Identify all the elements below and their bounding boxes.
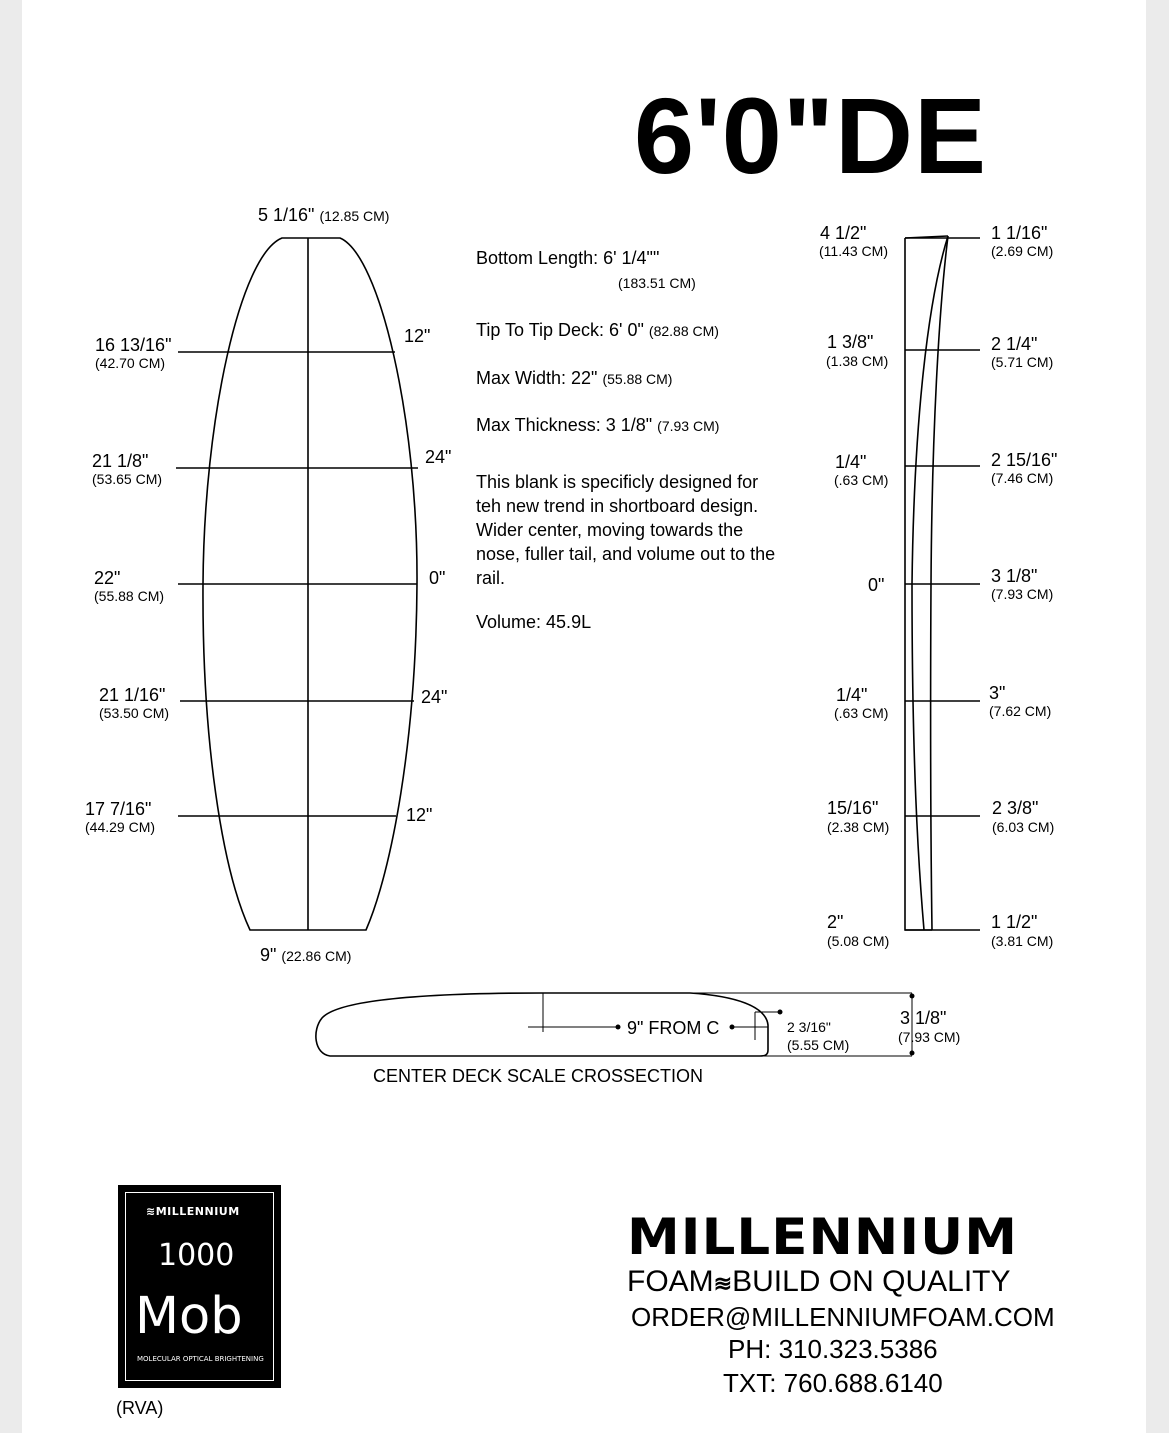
mob-badge [118, 1185, 281, 1388]
rail-cm-label: (5.55 CM) [787, 1037, 850, 1053]
rocker-right-7-cm: (3.81 CM) [991, 933, 1054, 949]
station-1-distance: 12" [404, 326, 431, 346]
rocker-left-1: 4 1/2" [820, 223, 867, 243]
rocker-left-2: 1 3/8" [827, 332, 874, 352]
mob-name: Mob [135, 1287, 243, 1346]
footer-phone[interactable]: PH: 310.323.5386 [728, 1334, 938, 1364]
volume: Volume: 45.9L [476, 612, 592, 632]
bottom-length-cm: (183.51 CM) [618, 275, 696, 291]
board-model-title: 6'0"DE [634, 75, 988, 196]
rocker-right-6: 2 3/8" [992, 798, 1039, 818]
rocker-deck-curve [931, 236, 948, 930]
rocker-left-3-cm: (.63 CM) [834, 472, 889, 488]
max-thickness: Max Thickness: 3 1/8" (7.93 CM) [476, 415, 720, 435]
mob-number: 1000 [158, 1238, 235, 1273]
station-1-width: 16 13/16" [95, 335, 172, 355]
mob-brand: ≋MILLENNIUM [146, 1205, 240, 1218]
outline-drawing [176, 238, 418, 930]
crossection-caption: CENTER DECK SCALE CROSSECTION [373, 1066, 704, 1086]
rocker-right-5: 3" [989, 683, 1006, 703]
rocker-left-1-cm: (11.43 CM) [819, 243, 888, 259]
tail-width-label: 9" (22.86 CM) [260, 945, 352, 965]
footer-brand: MILLENNIUM [627, 1208, 1019, 1266]
rocker-left-7: 2" [827, 912, 844, 932]
rocker-left-6: 15/16" [827, 798, 879, 818]
rail-label: 2 3/16" [787, 1019, 831, 1035]
footer-text[interactable]: TXT: 760.688.6140 [723, 1368, 943, 1398]
station-4-width: 21 1/16" [99, 685, 166, 705]
rocker-right-3: 2 15/16" [991, 450, 1058, 470]
blank-description: This blank is specificly designed for teh new trend in shortboard design. Wider center, moving towards the nose, fuller tail, and volume out to the rail. [476, 472, 776, 588]
station-5-width: 17 7/16" [85, 799, 152, 819]
station-3-width: 22" [94, 568, 121, 588]
mob-subtitle: MOLECULAR OPTICAL BRIGHTENING [137, 1355, 264, 1363]
rocker-left-6-cm: (2.38 CM) [827, 819, 890, 835]
station-2-width: 21 1/8" [92, 451, 149, 471]
rocker-left-2-cm: (1.38 CM) [826, 353, 889, 369]
rocker-right-3-cm: (7.46 CM) [991, 470, 1054, 486]
rocker-right-6-cm: (6.03 CM) [992, 819, 1055, 835]
tip-to-tip: Tip To Tip Deck: 6' 0" (82.88 CM) [476, 320, 719, 340]
station-2-distance: 24" [425, 447, 452, 467]
rocker-left-3: 1/4" [835, 452, 867, 472]
rocker-right-4: 3 1/8" [991, 566, 1038, 586]
bottom-length: Bottom Length: 6' 1/4"" [476, 248, 660, 268]
max-width: Max Width: 22" (55.88 CM) [476, 368, 673, 388]
rocker-right-2-cm: (5.71 CM) [991, 354, 1054, 370]
station-1-cm: (42.70 CM) [95, 355, 166, 371]
footer-tagline: FOAM≋BUILD ON QUALITY [627, 1265, 1011, 1298]
rocker-left-5-cm: (.63 CM) [834, 705, 889, 721]
rocker-left-7-cm: (5.08 CM) [827, 933, 890, 949]
rocker-right-1: 1 1/16" [991, 223, 1048, 243]
station-5-distance: 12" [406, 805, 433, 825]
station-2-cm: (53.65 CM) [92, 471, 163, 487]
station-3-cm: (55.88 CM) [94, 588, 165, 604]
rocker-bottom-curve [912, 236, 948, 930]
station-4-distance: 24" [421, 687, 448, 707]
rocker-left-5: 1/4" [836, 685, 868, 705]
thickness-label: 3 1/8" [900, 1008, 947, 1028]
rocker-drawing [905, 236, 980, 930]
rocker-right-2: 2 1/4" [991, 334, 1038, 354]
footer-email[interactable]: ORDER@MILLENNIUMFOAM.COM [631, 1302, 1055, 1332]
wave-icon: ≋ [146, 1205, 156, 1218]
station-5-cm: (44.29 CM) [85, 819, 156, 835]
from-c-label: 9" FROM C [627, 1018, 720, 1038]
rocker-right-7: 1 1/2" [991, 912, 1038, 932]
station-3-distance: 0" [429, 568, 446, 588]
rocker-left-4: 0" [868, 575, 885, 595]
rocker-right-4-cm: (7.93 CM) [991, 586, 1054, 602]
station-4-cm: (53.50 CM) [99, 705, 170, 721]
rocker-right-5-cm: (7.62 CM) [989, 703, 1052, 719]
rocker-right-1-cm: (2.69 CM) [991, 243, 1054, 259]
mob-code: (RVA) [116, 1398, 164, 1418]
nose-width-label: 5 1/16" (12.85 CM) [258, 205, 390, 225]
thickness-cm-label: (7.93 CM) [898, 1029, 961, 1045]
wave-icon: ≋ [713, 1271, 733, 1296]
